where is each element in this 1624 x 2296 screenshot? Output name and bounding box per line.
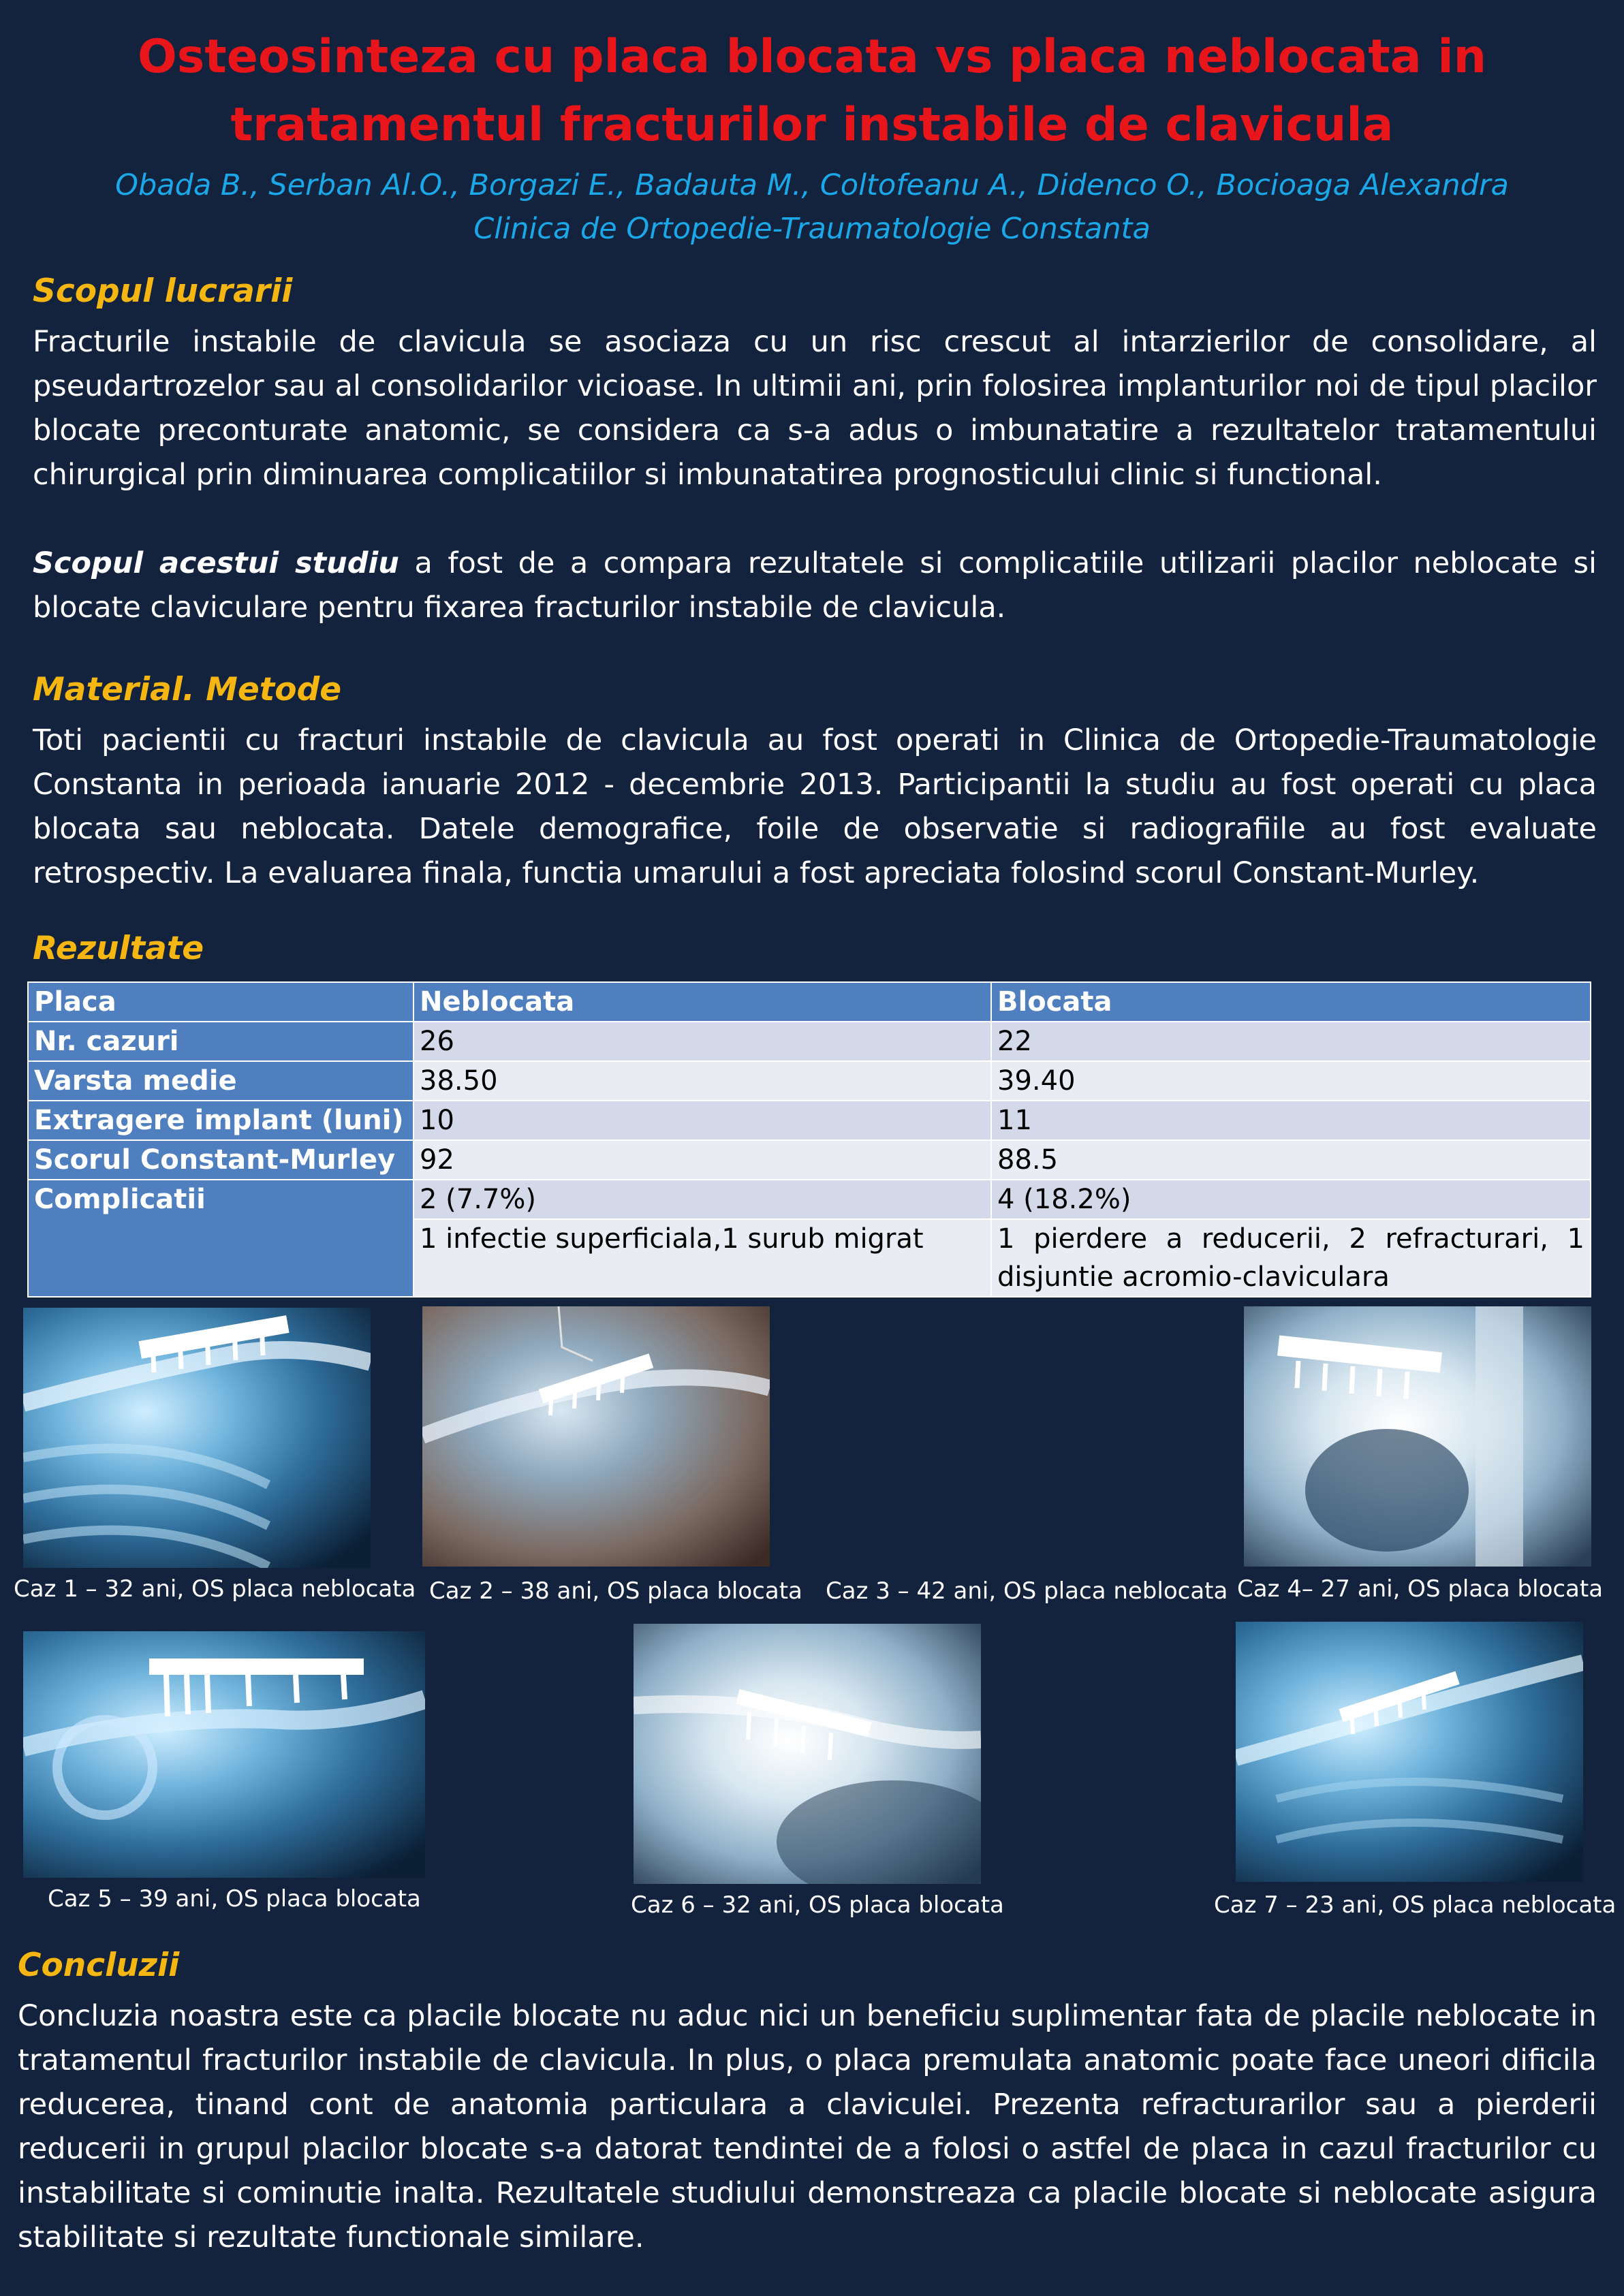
table-cell: 4 (18.2%) [991, 1180, 1591, 1219]
table-cell: 10 [413, 1101, 991, 1140]
xray-illustration [422, 1306, 770, 1567]
table-row [28, 1140, 1591, 1180]
xray-illustration [1244, 1306, 1591, 1567]
poster-title: Osteosinteza cu placa blocata vs placa neblocata in tratamentul fracturilor instabile de clavicula [137, 30, 1487, 152]
study-aim-paragraph [33, 541, 1597, 630]
table-header-cell: Placa [28, 982, 413, 1022]
xray-image-case-6 [634, 1624, 981, 1884]
table-cell: 88.5 [991, 1140, 1591, 1180]
xray-image-case-1 [23, 1308, 371, 1568]
conclusions-paragraph: Concluzia noastra este ca placile blocate nu aduc nici un beneficiu suplimentar fata de placile neblocate in tratamentul fracturilor instabile de clavicula. In plus, o placa premulata anatomic poate face uneori dificila reducerea, tinand cont de anatomia particulara a claviculei. Prezenta refracturarilor sau a pierderii reducerii in grupul placilor blocate s-a datorat tendintei de a folosi o astfel de placa in cazul fracturilor cu instabilitate si cominutie inalta. Rezultatele studiului demonstreaza ca placile blocate si neblocate asigura stabilitate si rezultate functionale similare. [18, 1999, 1597, 2254]
xray-image-case-7 [1236, 1622, 1583, 1882]
table-row-label: Complicatii [28, 1180, 413, 1297]
methods-paragraph: Toti pacientii cu fracturi instabile de clavicula au fost operati in Clinica de Ortopedie-Traumatologie Constanta in perioada ianuarie 2012 - decembrie 2013. Participantii la studiu au fost operati cu placa blocata sau neblocata. Datele demografice, foile de observatie si radiografiile au fost evaluate retrospectiv. La evaluarea finala, functia umarului a fost apreciata folosind scorul Constant-Murley. [33, 723, 1597, 890]
case-caption-6: Caz 6 – 32 ani, OS placa blocata [631, 1891, 1004, 1919]
xray-illustration [23, 1308, 371, 1568]
table-row [28, 1101, 1591, 1140]
results-table [27, 981, 1591, 1298]
scope-heading: Scopul lucrarii [33, 272, 293, 310]
case-caption-5: Caz 5 – 39 ani, OS placa blocata [48, 1885, 421, 1913]
methods-heading: Material. Metode [33, 671, 342, 708]
author-block [0, 163, 1624, 251]
xray-image-case-2 [422, 1306, 770, 1567]
table-row-label: Nr. cazuri [28, 1022, 413, 1061]
case-caption-4: Caz 4– 27 ani, OS placa blocata [1237, 1575, 1604, 1603]
table-cell: 1 pierdere a reducerii, 2 refracturari, 1 disjuntie acromio-claviculara [991, 1219, 1591, 1297]
table-row-label: Extragere implant (luni) [28, 1101, 413, 1140]
affiliation: Clinica de Ortopedie-Traumatologie Constanta [473, 212, 1151, 246]
case-caption-2: Caz 2 – 38 ani, OS placa blocata [429, 1577, 802, 1605]
table-cell: 22 [991, 1022, 1591, 1061]
table-cell: 11 [991, 1101, 1591, 1140]
table-cell: 39.40 [991, 1061, 1591, 1101]
study-aim-label: Scopul acestui studiu [33, 546, 399, 580]
scope-paragraph: Fracturile instabile de clavicula se asociaza cu un risc crescut al intarzierilor de consolidare, al pseudartrozelor sau al consolidarilor vicioase. In ultimii ani, prin folosirea implanturilor noi de tipul placilor blocate preconturate anatomic, se considera ca s-a adus o imbunatatire a rezultatelor tratamentului chirurgical prin diminuarea complicatiilor si imbunatatirea prognosticului clinic si functional. [33, 325, 1597, 492]
table-header-cell: Blocata [991, 982, 1591, 1022]
table-row-label: Scorul Constant-Murley [28, 1140, 413, 1180]
table-cell: 38.50 [413, 1061, 991, 1101]
table-cell: 1 infectie superficiala,1 surub migrat [413, 1219, 991, 1297]
table-row [28, 1061, 1591, 1101]
case-caption-3: Caz 3 – 42 ani, OS placa neblocata [826, 1577, 1228, 1605]
xray-illustration [1236, 1622, 1583, 1882]
table-cell: 2 (7.7%) [413, 1180, 991, 1219]
xray-illustration [23, 1631, 425, 1878]
table-header-row [28, 982, 1591, 1022]
table-row [28, 1180, 1591, 1219]
case-caption-7: Caz 7 – 23 ani, OS placa neblocata [1214, 1891, 1617, 1919]
results-heading: Rezultate [33, 930, 204, 967]
xray-illustration [634, 1624, 981, 1884]
table-row [28, 1022, 1591, 1061]
table-row-label: Varsta medie [28, 1061, 413, 1101]
author-list: Obada B., Serban Al.O., Borgazi E., Badauta M., Coltofeanu A., Didenco O., Bocioaga Alexandra [115, 168, 1509, 202]
xray-image-case-4 [1244, 1306, 1591, 1567]
table-cell: 92 [413, 1140, 991, 1180]
xray-image-case-5 [23, 1631, 425, 1878]
conclusions-heading: Concluzii [18, 1947, 180, 1984]
table-header-cell: Neblocata [413, 982, 991, 1022]
table-cell: 26 [413, 1022, 991, 1061]
study-aim-text: a fost de a compara rezultatele si complicatiile utilizarii placilor neblocate si blocate claviculare pentru fixarea fracturilor instabile de clavicula. [33, 546, 1597, 625]
case-caption-1: Caz 1 – 32 ani, OS placa neblocata [14, 1575, 416, 1603]
